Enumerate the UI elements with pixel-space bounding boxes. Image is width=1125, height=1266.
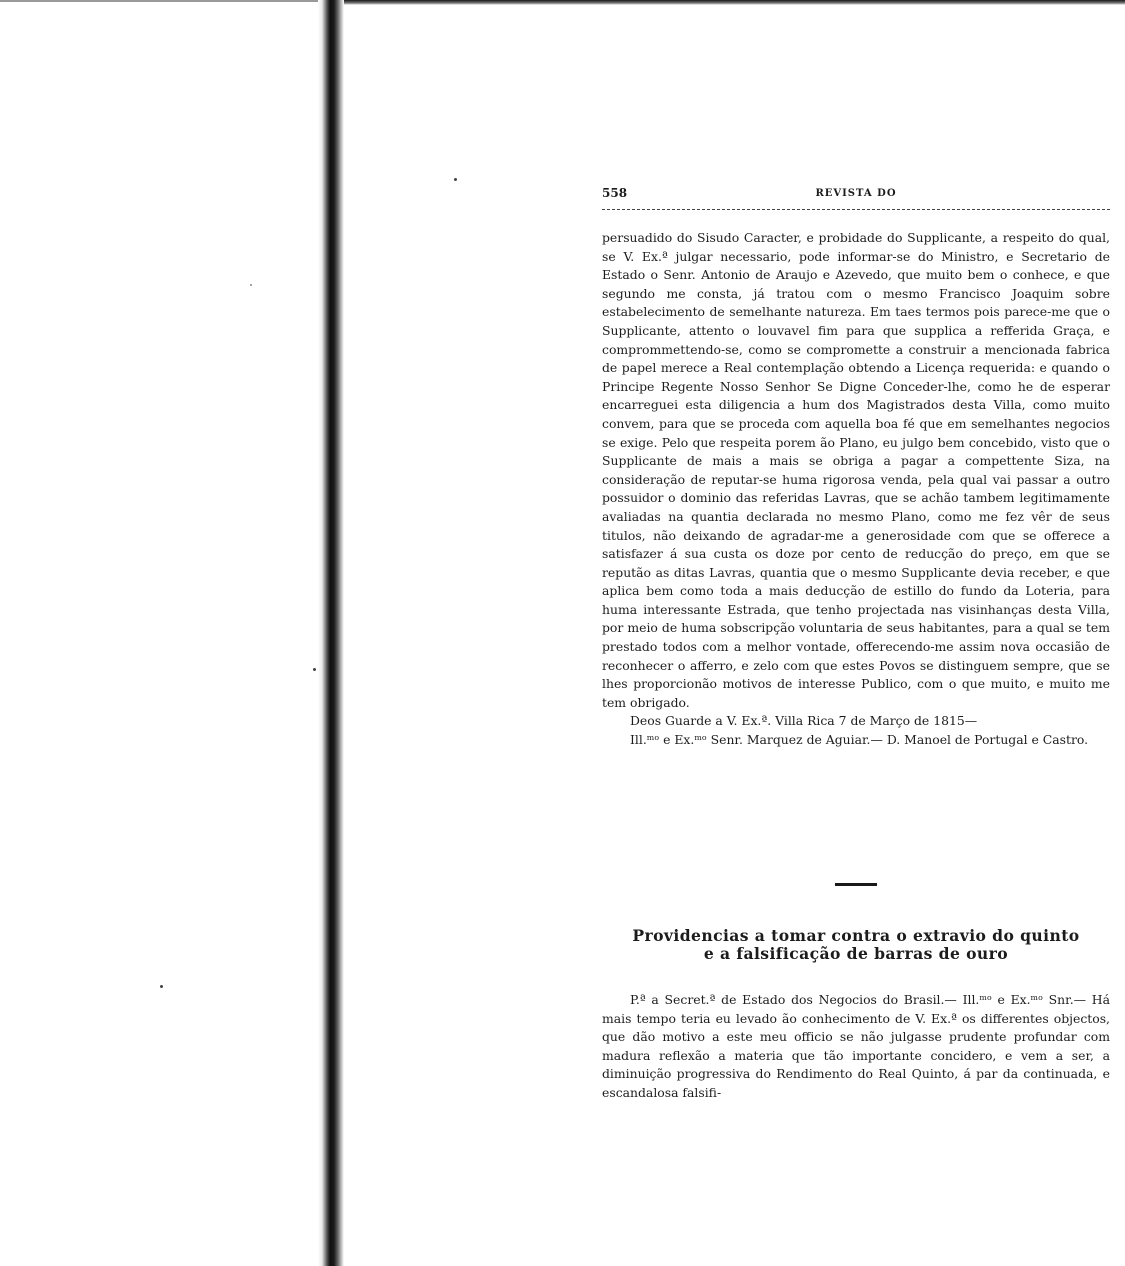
section-title-line: Providencias a tomar contra o extravio do quinto xyxy=(632,926,1080,945)
page-header xyxy=(602,186,1110,206)
paragraph: P.ª a Secret.ª de Estado dos Negocios do Brasil.— Ill.ᵐᵒ e Ex.ᵐᵒ Snr.— Há mais tempo teria eu levado ão conhecimento de V. Ex.ª os differentes objectos, que dão motivo a este meu officio se não julgasse prudente profundar com madura reflexão a materia que tão importante concidero, e vem a ser, a diminuição progressiva do Rendimento do Real Quinto, á par da continuada, e escandalosa falsifi- xyxy=(602,992,1110,1100)
book-gutter xyxy=(318,0,344,1266)
page-edge-top xyxy=(330,0,1125,5)
running-head: REVISTA DO xyxy=(815,188,897,199)
body-text xyxy=(602,229,1110,750)
scan-speck xyxy=(160,985,163,988)
closing-line: Deos Guarde a V. Ex.ª. Villa Rica 7 de Março de 1815— xyxy=(630,713,978,729)
page-edge-left xyxy=(0,0,318,2)
section-title-line: e a falsificação de barras de ouro xyxy=(703,944,1009,963)
header-rule xyxy=(602,209,1110,210)
section-body-text xyxy=(602,991,1110,1103)
page-number: 558 xyxy=(602,186,628,200)
paragraph: persuadido do Sisudo Caracter, e probidade do Supplicante, a respeito do qual, se V. Ex.ª julgar necessario, pode informar-se do Ministro, e Secretario de Estado o Senr. Antonio de Araujo e Azevedo, que muito bem o conhece, e que segundo me consta, já tratou com o mesmo Francisco Joaquim sobre estabelecimento de semelhante natureza. Em taes termos pois parece-me que o Supplicante, attento o louvavel fim para que supplica a refferida Graça, e comprommettendo-se, como se compromette a construir a mencionada fabrica de papel merece a Real contemplação obtendo a Licença requerida: e quando o Principe Regente Nosso Senhor Se Digne Conceder-lhe, como he de esperar encarreguei esta diligencia a hum dos Magistrados desta Villa, como muito convem, para que se proceda com aquella boa fé que em semelhantes negocios se exige. Pelo que respeita porem ão Plano, eu julgo bem concebido, visto que o Supplicante de mais a mais se obriga a pagar a compettente Siza, na consideração de reputar-se huma rigorosa venda, pela qual vai passar a outro possuidor o dominio das referidas Lavras, que se achão tambem legitimamente avaliadas na quantia declarada no mesmo Plano, como me fez vêr de seus titulos, não deixando de agradar-me a generosidade com que se offerece a satisfazer á sua custa os doze por cento de reducção do preço, em que se reputão as ditas Lavras, quantia que o mesmo Supplicante devia receber, e que aplica bem como toda a mais deducção de estillo do fundo da Loteria, para huma interessante Estrada, que tenho projectada nas visinhanças desta Villa, por meio de huma sobscripção voluntaria de seus habitantes, para a qual se tem prestado todos com a melhor vontade, offerecendo-me assim nova occasião de reconhecer o afferro, e zelo com que estes Povos se distinguem sempre, que se lhes proporcionão motivos de interesse Publico, com o que muito, e muito me tem obrigado. xyxy=(602,230,1110,710)
scan-speck xyxy=(250,284,252,286)
scan-speck xyxy=(313,668,316,671)
scan-speck xyxy=(454,178,457,181)
section-separator xyxy=(835,883,877,886)
closing-signature: Ill.ᵐᵒ e Ex.ᵐᵒ Senr. Marquez de Aguiar.— D. Manoel de Portugal e Castro. xyxy=(630,732,1089,748)
section-title xyxy=(602,927,1110,963)
